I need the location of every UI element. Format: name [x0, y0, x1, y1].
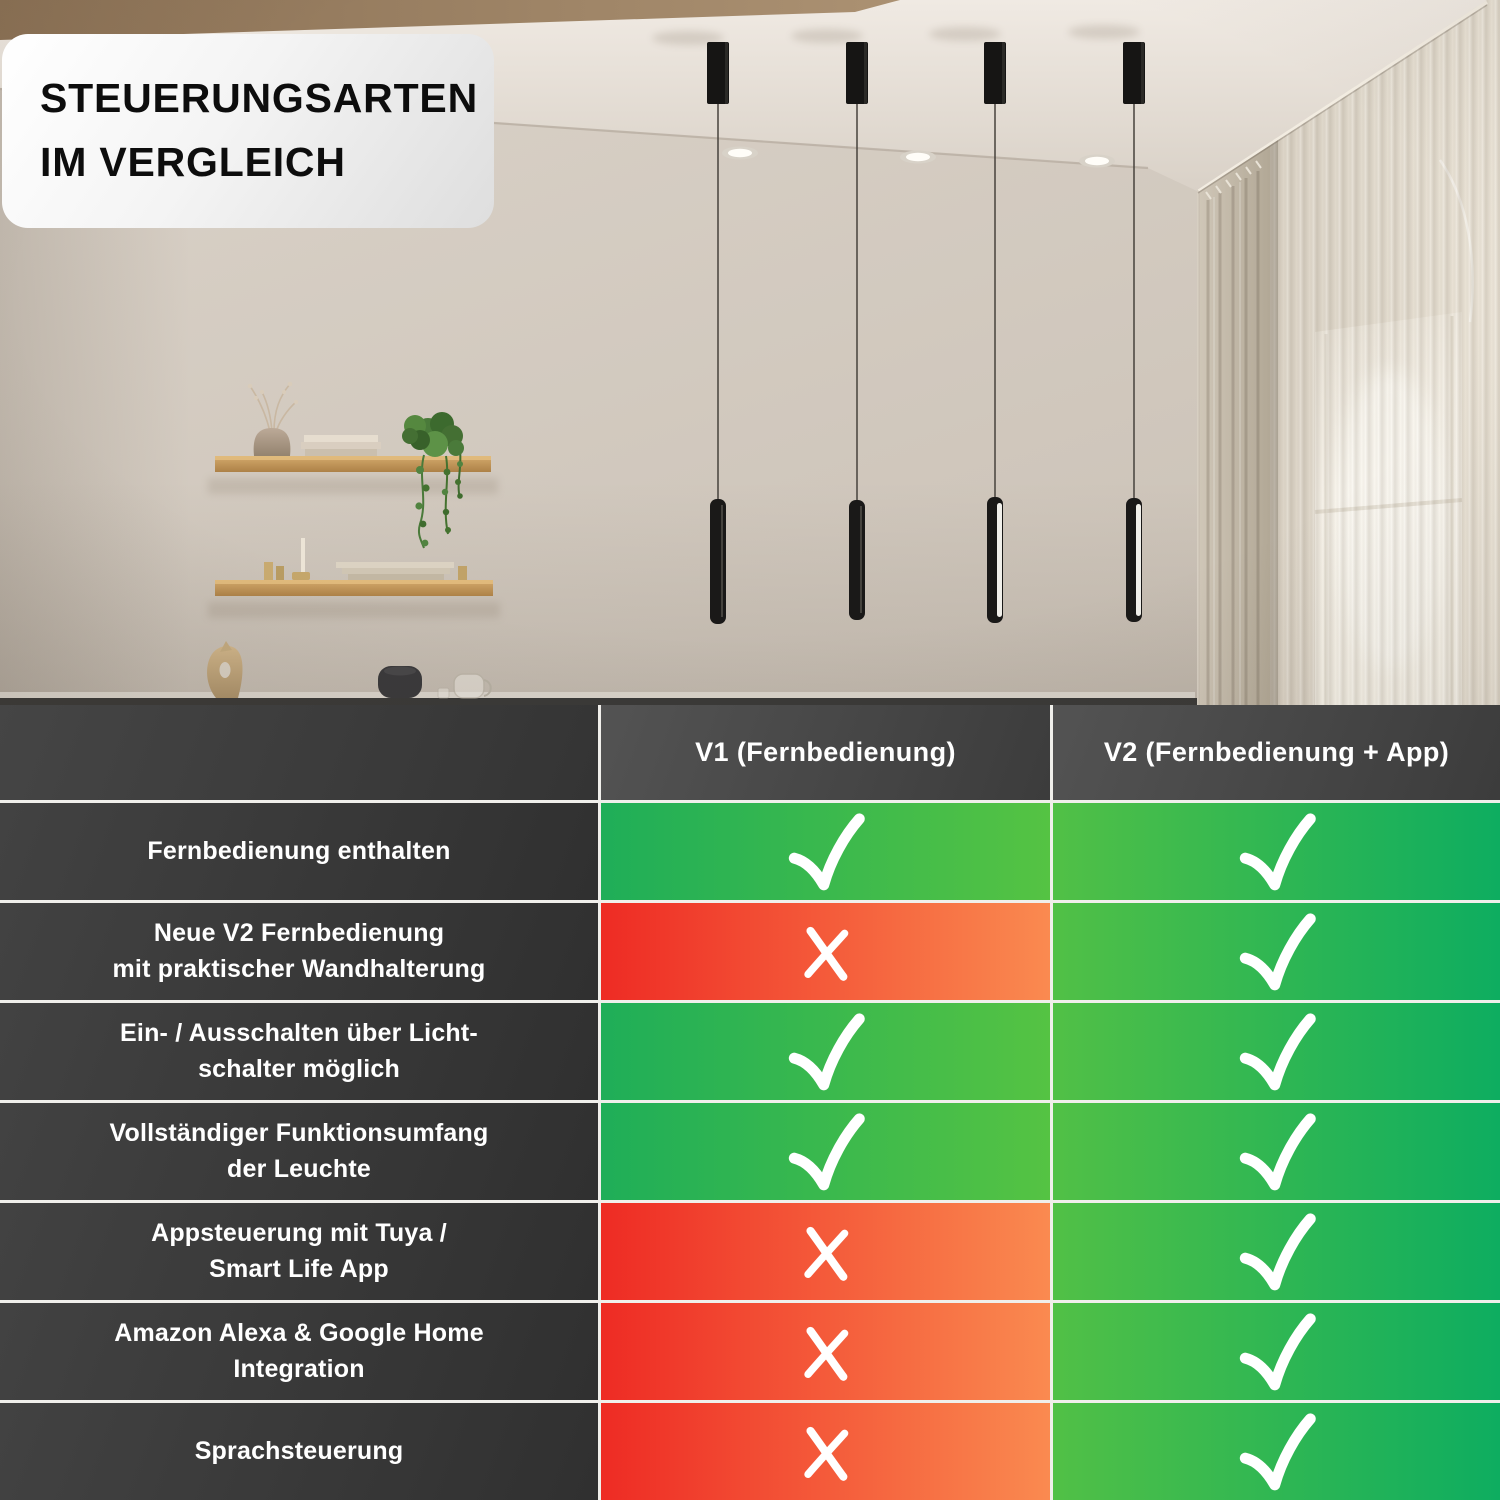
- row-label-appsteuerung: Appsteuerung mit Tuya / Smart Life App: [0, 1203, 598, 1300]
- title-card: [2, 34, 494, 228]
- cross-icon: [795, 915, 857, 989]
- row-label-sprachsteuerung: Sprachsteuerung: [0, 1403, 598, 1500]
- cross-icon: [795, 1315, 857, 1389]
- value-cell-r2-v2: [1053, 903, 1500, 1000]
- column-header-v1: [601, 705, 1050, 800]
- page-title-line1: STEUERUNGSARTEN: [40, 75, 478, 122]
- comparison-table: [0, 705, 1500, 1500]
- check-icon: [1234, 910, 1320, 994]
- check-icon: [1234, 1110, 1320, 1194]
- row-label-fernbedienung-enthalten: Fernbedienung enthalten: [0, 803, 598, 900]
- value-cell-r7-v2: [1053, 1403, 1500, 1500]
- value-cell-r3-v2: [1053, 1003, 1500, 1100]
- value-cell-r2-v1: [601, 903, 1050, 1000]
- row-label-alexa-google-home: Amazon Alexa & Google Home Integration: [0, 1303, 598, 1400]
- check-icon: [783, 810, 869, 894]
- check-icon: [1234, 1010, 1320, 1094]
- check-icon: [1234, 810, 1320, 894]
- value-cell-r4-v1: [601, 1103, 1050, 1200]
- corner-cell: [0, 705, 598, 800]
- value-cell-r6-v1: [601, 1303, 1050, 1400]
- column-header-v2: [1053, 705, 1500, 800]
- check-icon: [1234, 1310, 1320, 1394]
- column-header-v1-label: V1 (Fernbedienung): [695, 737, 956, 767]
- value-cell-r7-v1: [601, 1403, 1050, 1500]
- cross-icon: [795, 1215, 857, 1289]
- value-cell-r1-v2: [1053, 803, 1500, 900]
- row-label-ein-ausschalten: Ein- / Ausschalten über Licht- schalter möglich: [0, 1003, 598, 1100]
- value-cell-r1-v1: [601, 803, 1050, 900]
- column-header-v2-label: V2 (Fernbedienung + App): [1103, 737, 1450, 767]
- cross-icon: [795, 1415, 857, 1489]
- value-cell-r3-v1: [601, 1003, 1050, 1100]
- value-cell-r6-v2: [1053, 1303, 1500, 1400]
- check-icon: [783, 1010, 869, 1094]
- value-cell-r5-v1: [601, 1203, 1050, 1300]
- check-icon: [783, 1110, 869, 1194]
- check-icon: [1234, 1410, 1320, 1494]
- row-label-funktionsumfang: Vollständiger Funktionsumfang der Leuchte: [0, 1103, 598, 1200]
- row-label-neue-v2-fernbedienung: Neue V2 Fernbedienung mit praktischer Wandhalterung: [0, 903, 598, 1000]
- check-icon: [1234, 1210, 1320, 1294]
- value-cell-r5-v2: [1053, 1203, 1500, 1300]
- page-title-line2: IM VERGLEICH: [40, 139, 346, 185]
- value-cell-r4-v2: [1053, 1103, 1500, 1200]
